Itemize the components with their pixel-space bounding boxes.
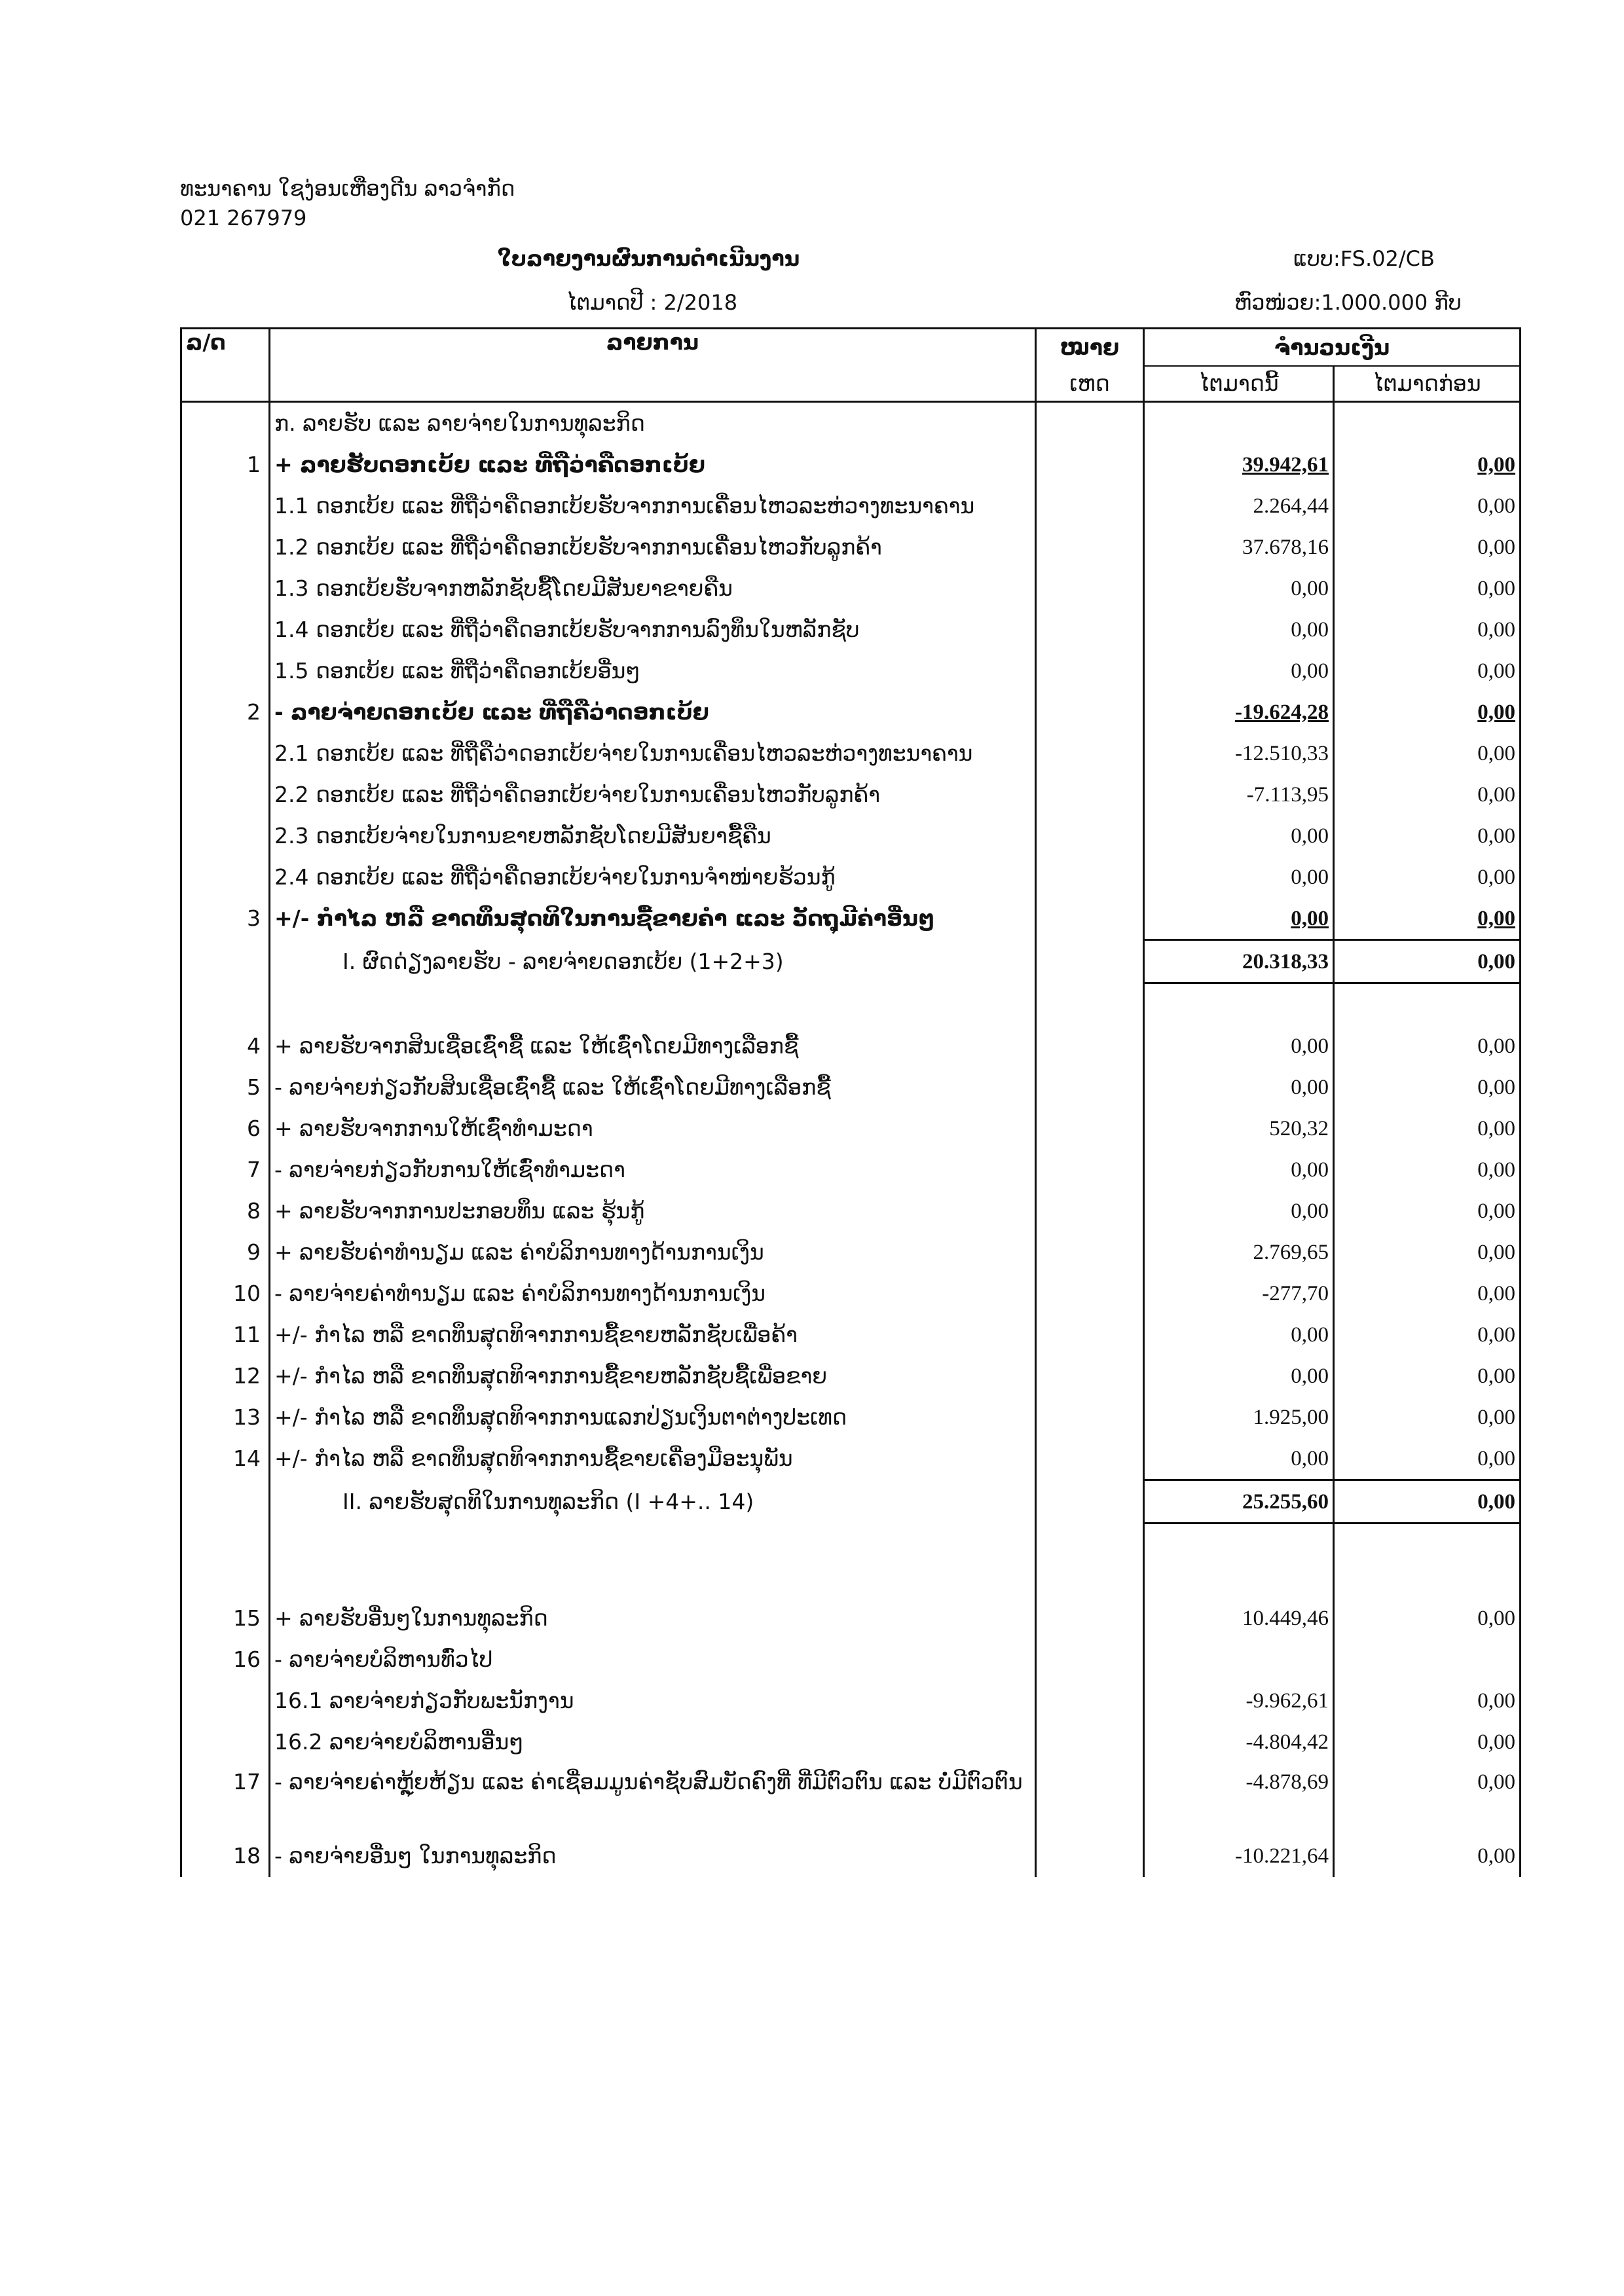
col-note-header-2: ເຫດ bbox=[1036, 366, 1144, 402]
row-item: I. ຜົດດ່ຽງລາຍຮັບ - ລາຍຈ່າຍດອກເບ້ຍ (1+2+3) bbox=[270, 940, 1036, 983]
table-row bbox=[181, 444, 1521, 485]
row-previous-amount: 0,00 bbox=[1334, 1231, 1521, 1273]
row-current-amount: 0,00 bbox=[1144, 1149, 1334, 1190]
row-item: 1.3 ດອກເບ້ຍຮັບຈາກຫລັກຊັບຊື້ໂດຍມີສັນຍາຂາຍຄືນ bbox=[270, 568, 1036, 609]
row-previous-amount: 0,00 bbox=[1334, 1273, 1521, 1314]
row-note bbox=[1036, 1762, 1144, 1834]
col-no-header: ລ/ດ bbox=[181, 329, 270, 402]
row-note bbox=[1036, 485, 1144, 526]
row-item: 16.1 ລາຍຈ່າຍກ່ຽວກັບພະນັກງານ bbox=[270, 1680, 1036, 1721]
row-current-amount: -277,70 bbox=[1144, 1273, 1334, 1314]
row-current-amount: 0,00 bbox=[1144, 609, 1334, 650]
row-current-amount: 2.769,65 bbox=[1144, 1231, 1334, 1273]
col-amount-header: ຈຳນວນເງີນ bbox=[1144, 329, 1521, 367]
row-previous-amount: 0,00 bbox=[1334, 1355, 1521, 1396]
row-note bbox=[1036, 1190, 1144, 1231]
table-row bbox=[181, 1597, 1521, 1639]
row-note bbox=[1036, 691, 1144, 733]
row-current-amount: -9.962,61 bbox=[1144, 1680, 1334, 1721]
row-number bbox=[181, 485, 270, 526]
row-note bbox=[1036, 568, 1144, 609]
table-row bbox=[181, 1108, 1521, 1149]
spacer-cell bbox=[1334, 983, 1521, 1026]
table-row bbox=[181, 526, 1521, 568]
spacer-cell bbox=[1144, 1523, 1334, 1598]
row-current-amount: -10.221,64 bbox=[1144, 1834, 1334, 1877]
row-current-amount: 10.449,46 bbox=[1144, 1597, 1334, 1639]
row-previous-amount: 0,00 bbox=[1334, 1721, 1521, 1762]
table-row bbox=[181, 1355, 1521, 1396]
row-note bbox=[1036, 1108, 1144, 1149]
table-row bbox=[181, 650, 1521, 691]
row-previous-amount: 0,00 bbox=[1334, 856, 1521, 898]
row-current-amount bbox=[1144, 402, 1334, 445]
row-item: II. ລາຍຮັບສຸດທິໃນການທຸລະກິດ (I +4+.. 14) bbox=[270, 1480, 1036, 1523]
row-number: 3 bbox=[181, 898, 270, 940]
row-current-amount: -4.804,42 bbox=[1144, 1721, 1334, 1762]
row-previous-amount: 0,00 bbox=[1334, 691, 1521, 733]
row-previous-amount: 0,00 bbox=[1334, 940, 1521, 983]
row-item: 16.2 ລາຍຈ່າຍບໍລິຫານອື່ນໆ bbox=[270, 1721, 1036, 1762]
row-note bbox=[1036, 1231, 1144, 1273]
row-number bbox=[181, 1680, 270, 1721]
row-number: 2 bbox=[181, 691, 270, 733]
row-current-amount: 0,00 bbox=[1144, 898, 1334, 940]
table-row bbox=[181, 1025, 1521, 1066]
row-note bbox=[1036, 1066, 1144, 1108]
report-period: ໄຕມາດປີ : 2/2018 bbox=[566, 290, 738, 315]
row-note bbox=[1036, 1597, 1144, 1639]
row-number: 4 bbox=[181, 1025, 270, 1066]
row-item: 2.2 ດອກເບ້ຍ ແລະ ທີ່ຖືວ່າຄືດອກເບ້ຍຈ່າຍໃນການເຄື່ອນໄຫວກັບລູກຄ້າ bbox=[270, 774, 1036, 815]
spacer-cell bbox=[181, 1523, 270, 1598]
row-previous-amount bbox=[1334, 1639, 1521, 1680]
row-number bbox=[181, 402, 270, 445]
table-header-row bbox=[181, 329, 1521, 367]
row-note bbox=[1036, 1025, 1144, 1066]
row-note bbox=[1036, 1480, 1144, 1523]
row-previous-amount: 0,00 bbox=[1334, 485, 1521, 526]
row-item: + ລາຍຮັບດອກເບ້ຍ ແລະ ທີ່ຖືວ່າຄືດອກເບ້ຍ bbox=[270, 444, 1036, 485]
table-row bbox=[181, 898, 1521, 940]
table-row bbox=[181, 1480, 1521, 1523]
spacer-cell bbox=[1334, 1523, 1521, 1598]
row-number: 8 bbox=[181, 1190, 270, 1231]
table-row bbox=[181, 774, 1521, 815]
row-item: +/- ກຳໄລ ຫລື ຂາດທຶນສຸດທິຈາກການຊື້ຂາຍເຄື່ອງມືອະນຸພັນ bbox=[270, 1438, 1036, 1480]
row-current-amount: 0,00 bbox=[1144, 1066, 1334, 1108]
row-number bbox=[181, 609, 270, 650]
row-item: + ລາຍຮັບຈາກການໃຫ້ເຊົ່າທຳມະດາ bbox=[270, 1108, 1036, 1149]
row-number bbox=[181, 856, 270, 898]
row-previous-amount: 0,00 bbox=[1334, 1762, 1521, 1834]
row-current-amount: -7.113,95 bbox=[1144, 774, 1334, 815]
row-number bbox=[181, 650, 270, 691]
row-current-amount: 520,32 bbox=[1144, 1108, 1334, 1149]
row-number: 18 bbox=[181, 1834, 270, 1877]
table-row bbox=[181, 1190, 1521, 1231]
row-current-amount: 2.264,44 bbox=[1144, 485, 1334, 526]
row-previous-amount: 0,00 bbox=[1334, 650, 1521, 691]
col-note-header: ໝາຍ bbox=[1036, 329, 1144, 367]
row-item: 1.5 ດອກເບ້ຍ ແລະ ທີ່ຖືວ່າຄືດອກເບ້ຍອື່ນໆ bbox=[270, 650, 1036, 691]
row-previous-amount: 0,00 bbox=[1334, 444, 1521, 485]
row-number bbox=[181, 568, 270, 609]
table-row bbox=[181, 1396, 1521, 1438]
spacer-cell bbox=[181, 983, 270, 1026]
row-current-amount: -12.510,33 bbox=[1144, 733, 1334, 774]
row-previous-amount: 0,00 bbox=[1334, 774, 1521, 815]
row-number bbox=[181, 1480, 270, 1523]
col-item-header: ລາຍການ bbox=[270, 329, 1036, 402]
row-number: 12 bbox=[181, 1355, 270, 1396]
row-previous-amount: 0,00 bbox=[1334, 1149, 1521, 1190]
row-previous-amount: 0,00 bbox=[1334, 568, 1521, 609]
row-note bbox=[1036, 774, 1144, 815]
row-note bbox=[1036, 1314, 1144, 1355]
row-note bbox=[1036, 1355, 1144, 1396]
row-note bbox=[1036, 940, 1144, 983]
row-previous-amount: 0,00 bbox=[1334, 1480, 1521, 1523]
unit-label: ຫົວໜ່ວຍ:1.000.000 ກີບ bbox=[1234, 290, 1462, 315]
row-note bbox=[1036, 1834, 1144, 1877]
row-note bbox=[1036, 1680, 1144, 1721]
table-row bbox=[181, 691, 1521, 733]
row-note bbox=[1036, 1438, 1144, 1480]
row-item: - ລາຍຈ່າຍກ່ຽວກັບການໃຫ້ເຊົ່າທຳມະດາ bbox=[270, 1149, 1036, 1190]
table-row bbox=[181, 1149, 1521, 1190]
spacer-cell bbox=[270, 1523, 1036, 1598]
row-current-amount: 0,00 bbox=[1144, 568, 1334, 609]
row-item: - ລາຍຈ່າຍຄ່າທຳນຽມ ແລະ ຄ່າບໍລິການທາງດ້ານການເງິນ bbox=[270, 1273, 1036, 1314]
row-note bbox=[1036, 733, 1144, 774]
row-number: 1 bbox=[181, 444, 270, 485]
row-current-amount: 1.925,00 bbox=[1144, 1396, 1334, 1438]
row-current-amount: 25.255,60 bbox=[1144, 1480, 1334, 1523]
row-note bbox=[1036, 1639, 1144, 1680]
row-previous-amount: 0,00 bbox=[1334, 1066, 1521, 1108]
row-number bbox=[181, 940, 270, 983]
row-item: 2.4 ດອກເບ້ຍ ແລະ ທີ່ຖືວ່າຄືດອກເບ້ຍຈ່າຍໃນການຈຳໜ່າຍຮ້ວນກູ້ bbox=[270, 856, 1036, 898]
row-previous-amount: 0,00 bbox=[1334, 898, 1521, 940]
row-current-amount: 0,00 bbox=[1144, 815, 1334, 856]
row-current-amount: 0,00 bbox=[1144, 650, 1334, 691]
row-current-amount: -19.624,28 bbox=[1144, 691, 1334, 733]
row-item: - ລາຍຈ່າຍອື່ນໆ ໃນການທຸລະກິດ bbox=[270, 1834, 1036, 1877]
row-previous-amount: 0,00 bbox=[1334, 609, 1521, 650]
spacer-cell bbox=[1036, 983, 1144, 1026]
spacer-cell bbox=[1036, 1523, 1144, 1598]
row-number bbox=[181, 526, 270, 568]
row-number: 9 bbox=[181, 1231, 270, 1273]
table-row bbox=[181, 733, 1521, 774]
row-note bbox=[1036, 856, 1144, 898]
row-item: 2.1 ດອກເບ້ຍ ແລະ ທີ່ຖືຄືວ່າດອກເບ້ຍຈ່າຍໃນການເຄື່ອນໄຫວລະຫ່ວາງທະນາຄານ bbox=[270, 733, 1036, 774]
row-current-amount: 0,00 bbox=[1144, 1190, 1334, 1231]
row-note bbox=[1036, 444, 1144, 485]
table-row bbox=[181, 1639, 1521, 1680]
table-row bbox=[181, 1314, 1521, 1355]
row-item: 1.4 ດອກເບ້ຍ ແລະ ທີ່ຖືວ່າຄືດອກເບ້ຍຮັບຈາກການລົງທຶນໃນຫລັກຊັບ bbox=[270, 609, 1036, 650]
table-row bbox=[181, 485, 1521, 526]
row-number: 6 bbox=[181, 1108, 270, 1149]
bank-name: ທະນາຄານ ໃຊງ່ອນເຫືອງດີນ ລາວຈຳກັດ bbox=[180, 176, 515, 201]
row-note bbox=[1036, 1721, 1144, 1762]
table-row bbox=[181, 1066, 1521, 1108]
row-note bbox=[1036, 609, 1144, 650]
row-previous-amount: 0,00 bbox=[1334, 1438, 1521, 1480]
row-previous-amount: 0,00 bbox=[1334, 815, 1521, 856]
row-item: - ລາຍຈ່າຍຄ່າຫຼຸ້ຍຫ້ຽນ ແລະ ຄ່າເຊື່ອມມູນຄ່າຊັບສົມບັດຄົງທີ່ ທີ່ມີຕົວຕົນ ແລະ ບໍ່ມີຕົວຕົນ bbox=[270, 1762, 1036, 1834]
spacer-cell bbox=[270, 983, 1036, 1026]
table-row bbox=[181, 402, 1521, 445]
row-note bbox=[1036, 526, 1144, 568]
row-previous-amount bbox=[1334, 402, 1521, 445]
row-item: ກ. ລາຍຮັບ ແລະ ລາຍຈ່າຍໃນການທຸລະກິດ bbox=[270, 402, 1036, 445]
row-item: + ລາຍຮັບອື່ນໆໃນການທຸລະກິດ bbox=[270, 1597, 1036, 1639]
table-row bbox=[181, 1721, 1521, 1762]
col-current-header: ໄຕມາດນີ້ bbox=[1144, 366, 1334, 402]
row-current-amount: -4.878,69 bbox=[1144, 1762, 1334, 1834]
form-code: ແບບ:FS.02/CB bbox=[1293, 246, 1435, 271]
table-row bbox=[181, 856, 1521, 898]
row-item: - ລາຍຈ່າຍບໍລິຫານທົ່ວໄປ bbox=[270, 1639, 1036, 1680]
income-statement-table bbox=[180, 327, 1521, 1877]
row-note bbox=[1036, 650, 1144, 691]
row-previous-amount: 0,00 bbox=[1334, 1597, 1521, 1639]
row-note bbox=[1036, 1396, 1144, 1438]
row-number bbox=[181, 1721, 270, 1762]
report-title: ໃບລາຍງານຜົນການດຳເນີນງານ bbox=[498, 246, 800, 271]
table-row bbox=[181, 1834, 1521, 1877]
row-previous-amount: 0,00 bbox=[1334, 526, 1521, 568]
row-previous-amount: 0,00 bbox=[1334, 1834, 1521, 1877]
row-note bbox=[1036, 402, 1144, 445]
row-previous-amount: 0,00 bbox=[1334, 1190, 1521, 1231]
row-note bbox=[1036, 1149, 1144, 1190]
row-number: 13 bbox=[181, 1396, 270, 1438]
row-number: 10 bbox=[181, 1273, 270, 1314]
row-number: 5 bbox=[181, 1066, 270, 1108]
row-item: 1.2 ດອກເບ້ຍ ແລະ ທີ່ຖືວ່າຄືດອກເບ້ຍຮັບຈາກການເຄື່ອນໄຫວກັບລູກຄ້າ bbox=[270, 526, 1036, 568]
col-previous-header: ໄຕມາດກ່ອນ bbox=[1334, 366, 1521, 402]
row-previous-amount: 0,00 bbox=[1334, 733, 1521, 774]
row-note bbox=[1036, 1273, 1144, 1314]
row-current-amount: 0,00 bbox=[1144, 1314, 1334, 1355]
row-number bbox=[181, 815, 270, 856]
row-current-amount: 37.678,16 bbox=[1144, 526, 1334, 568]
row-previous-amount: 0,00 bbox=[1334, 1108, 1521, 1149]
row-item: 1.1 ດອກເບ້ຍ ແລະ ທີ່ຖືວ່າຄືດອກເບ້ຍຮັບຈາກການເຄື່ອນໄຫວລະຫ່ວາງທະນາຄານ bbox=[270, 485, 1036, 526]
table-row bbox=[181, 1231, 1521, 1273]
row-previous-amount: 0,00 bbox=[1334, 1025, 1521, 1066]
row-number bbox=[181, 733, 270, 774]
bank-phone: 021 267979 bbox=[180, 206, 307, 230]
table-row bbox=[181, 1273, 1521, 1314]
row-item: +/- ກຳໄລ ຫລື ຂາດທຶນສຸດທິຈາກການຊື້ຂາຍຫລັກຊັບເພື່ອຄ້າ bbox=[270, 1314, 1036, 1355]
row-note bbox=[1036, 898, 1144, 940]
row-item: - ລາຍຈ່າຍດອກເບ້ຍ ແລະ ທີ່ຖືຄືວ່າດອກເບ້ຍ bbox=[270, 691, 1036, 733]
row-current-amount: 20.318,33 bbox=[1144, 940, 1334, 983]
row-number: 15 bbox=[181, 1597, 270, 1639]
table-row bbox=[181, 940, 1521, 983]
row-previous-amount: 0,00 bbox=[1334, 1314, 1521, 1355]
row-item: +/- ກຳໄລ ຫລື ຂາດທຶນສຸດທິຈາກການຊື້ຂາຍຫລັກຊັບຊື້ເພື່ອຂາຍ bbox=[270, 1355, 1036, 1396]
spacer-cell bbox=[1144, 983, 1334, 1026]
row-number bbox=[181, 774, 270, 815]
row-item: + ລາຍຮັບຈາກການປະກອບທຶນ ແລະ ຮຸ້ນກູ້ bbox=[270, 1190, 1036, 1231]
row-current-amount: 0,00 bbox=[1144, 856, 1334, 898]
row-item: +/- ກຳໄລ ຫລື ຂາດທຶນສຸດທິຈາກການແລກປ່ຽນເງິນຕາຕ່າງປະເທດ bbox=[270, 1396, 1036, 1438]
row-item: 2.3 ດອກເບ້ຍຈ່າຍໃນການຂາຍຫລັກຊັບໂດຍມີສັນຍາຊື້ຄືນ bbox=[270, 815, 1036, 856]
table-row bbox=[181, 1762, 1521, 1834]
row-previous-amount: 0,00 bbox=[1334, 1680, 1521, 1721]
spacer-row bbox=[181, 1523, 1521, 1598]
row-current-amount: 0,00 bbox=[1144, 1438, 1334, 1480]
row-item: + ລາຍຮັບຈາກສິນເຊື່ອເຊົ່າຊື້ ແລະ ໃຫ້ເຊົ່າໂດຍມີທາງເລືອກຊື້ bbox=[270, 1025, 1036, 1066]
row-number: 16 bbox=[181, 1639, 270, 1680]
row-number: 7 bbox=[181, 1149, 270, 1190]
row-item: - ລາຍຈ່າຍກ່ຽວກັບສິນເຊື່ອເຊົ່າຊື້ ແລະ ໃຫ້ເຊົ່າໂດຍມີທາງເລືອກຊື້ bbox=[270, 1066, 1036, 1108]
row-number: 11 bbox=[181, 1314, 270, 1355]
table-row bbox=[181, 609, 1521, 650]
spacer-row bbox=[181, 983, 1521, 1026]
row-item: + ລາຍຮັບຄ່າທຳນຽມ ແລະ ຄ່າບໍລິການທາງດ້ານການເງິນ bbox=[270, 1231, 1036, 1273]
row-current-amount: 39.942,61 bbox=[1144, 444, 1334, 485]
row-number: 17 bbox=[181, 1762, 270, 1834]
row-current-amount: 0,00 bbox=[1144, 1355, 1334, 1396]
table-row bbox=[181, 815, 1521, 856]
table-row bbox=[181, 568, 1521, 609]
table-row bbox=[181, 1438, 1521, 1480]
row-number: 14 bbox=[181, 1438, 270, 1480]
row-current-amount bbox=[1144, 1639, 1334, 1680]
row-current-amount: 0,00 bbox=[1144, 1025, 1334, 1066]
row-item: +/- ກຳໄລ ຫລື ຂາດທຶນສຸດທິໃນການຊື້ຂາຍຄຳ ແລະ ວັດຖຸມີຄ່າອື່ນໆ bbox=[270, 898, 1036, 940]
table-row bbox=[181, 1680, 1521, 1721]
row-note bbox=[1036, 815, 1144, 856]
row-previous-amount: 0,00 bbox=[1334, 1396, 1521, 1438]
